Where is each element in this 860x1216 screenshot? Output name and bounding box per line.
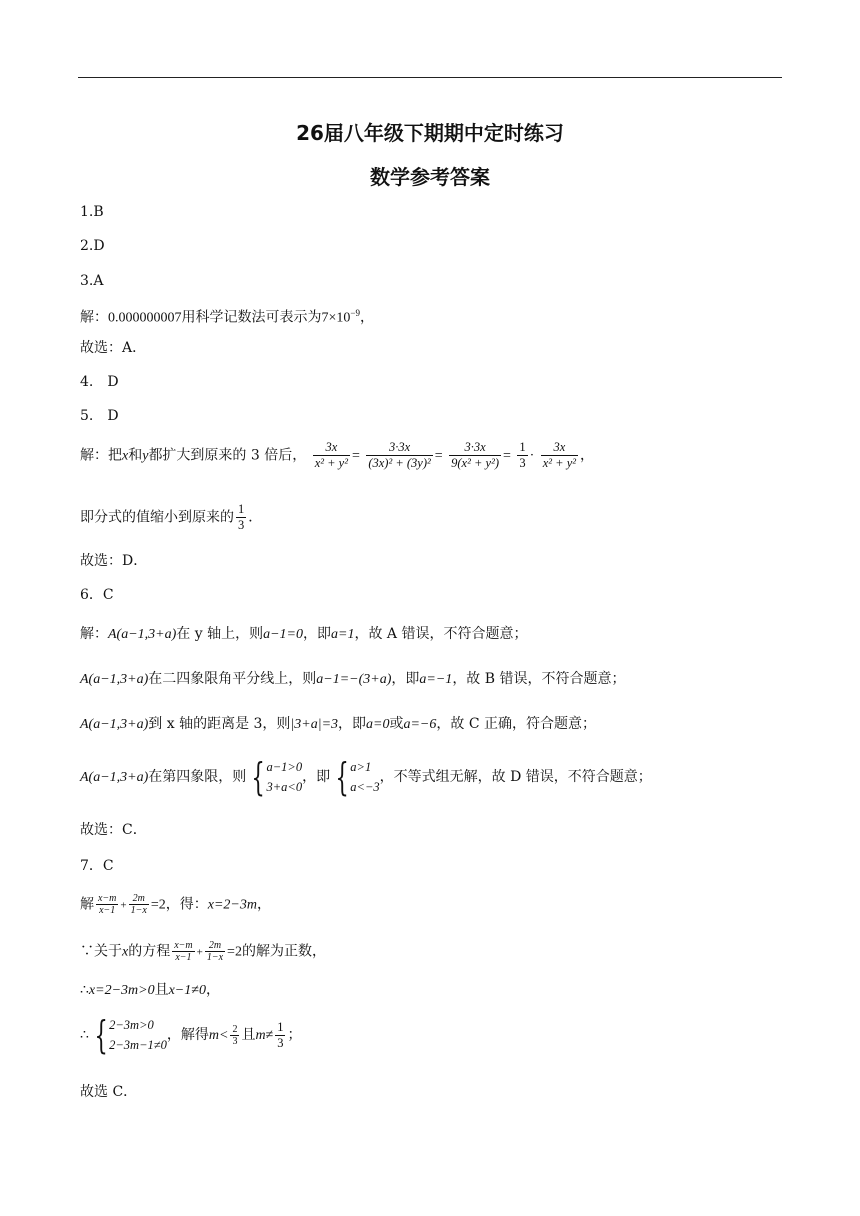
fraction: $\frac{3x}{\text{x² + y²}}$ (314, 440, 348, 470)
answer-3-choice: 故选：A． (80, 340, 147, 356)
fraction: $\frac{x-m}{x-1}$ (98, 893, 117, 916)
answer-7-line-2: ∵关于x的方程 $\frac{x-m}{x-1}$ + $\frac{2m}{1-x}$ =2的解为正数， (80, 940, 326, 963)
fraction: $\frac{x-m}{x-1}$ (174, 940, 193, 963)
inequality-system: a>1 a<−3 (350, 760, 380, 794)
answer-2: 2.D (80, 238, 105, 254)
answer-7: 7．C (80, 858, 114, 874)
answer-5-conclusion: 即分式的值缩小到原来的 $\frac{1}{3}$ ． (80, 502, 263, 532)
answer-6: 6．C (80, 587, 114, 603)
fraction: $\frac{2m}{1-x}$ (130, 893, 147, 916)
fraction: $\frac{1}{3}$ (238, 502, 245, 532)
page-title: 26届八年级下期期中定时练习 (296, 121, 564, 145)
fraction: $\frac{3x}{\text{x² + y²}}$ (542, 440, 577, 470)
answer-7-line-3: ∴x=2−3m>0且x−1≠0， (80, 982, 220, 998)
answer-6-line-2: A(a−1,3+a)在二四象限角平分线上，则a−1=−(3+a)，即a=−1，故 B 错误，不符合题意； (80, 671, 626, 687)
answer-7-line-1: 解 $\frac{x-m}{x-1}$ + $\frac{2m}{1-x}$ =2，得：x=2−3m， (80, 893, 271, 916)
header-rule (78, 77, 782, 78)
answer-6-choice: 故选：C． (80, 822, 147, 838)
fraction: $\frac{1}{3}$ (277, 1019, 284, 1050)
fraction: $\frac{3\cdot 3x}{\text{(3x)² + (3y)²}}$ (368, 440, 431, 470)
page-subtitle: 数学参考答案 (370, 165, 490, 189)
answer-6-line-4: A(a−1,3+a)在第四象限，则 { a−1>0 3+a<0 ，即 { a>1 a<−3 ，不等式组无解，故 D 错误，不符合题意； (80, 755, 652, 799)
answer-7-choice: 故选 C． (80, 1084, 138, 1100)
fraction: $\frac{2}{3}$ (232, 1023, 238, 1047)
inequality-system: 2−3m>0 2−3m−1≠0 (109, 1018, 167, 1052)
fraction: $\frac{2m}{1-x}$ (206, 940, 224, 963)
fraction: $\frac{1}{3}$ (519, 440, 526, 470)
answer-5: 5. D (80, 408, 119, 424)
inequality-system: a−1>0 3+a<0 (266, 760, 303, 794)
answer-7-line-4: ∴ { 2−3m>0 2−3m−1≠0 ，解得m< $\frac{2}{3}$ 且m≠ $\frac{1}{3}$ ； (80, 1013, 302, 1057)
answer-6-line-1: 解：A(a−1,3+a)在 y 轴上，则a−1=0，即a=1，故 A 错误，不符合题意； (80, 626, 528, 642)
answer-5-choice: 故选：D． (80, 553, 148, 569)
answer-3: 3.A (80, 273, 104, 289)
answer-1: 1.B (80, 204, 104, 220)
answer-5-solution: 解：把x和y都扩大到原来的 3 倍后， $\frac{3x}{\text{x² + y²}}$ = $\frac{3\cdot 3x}{\text{(3x)² + (3y)²}}$ = $\frac{3\cdot 3x}{\text{9(x² + y²)}}$ = $\frac{1}{3}$ · $\frac{3x}{\text{x² + y²}}$ ， (80, 440, 595, 470)
fraction: $\frac{3\cdot 3x}{\text{9(x² + y²)}}$ (451, 440, 499, 470)
answer-6-line-3: A(a−1,3+a)到 x 轴的距离是 3，则|3+a|=3，即a=0或a=−6，故 C 正确，符合题意； (80, 716, 597, 732)
answer-3-solution: 解：0.000000007用科学记数法可表示为$7\times 10^{-9}$， (80, 308, 374, 326)
answer-4: 4. D (80, 374, 119, 390)
